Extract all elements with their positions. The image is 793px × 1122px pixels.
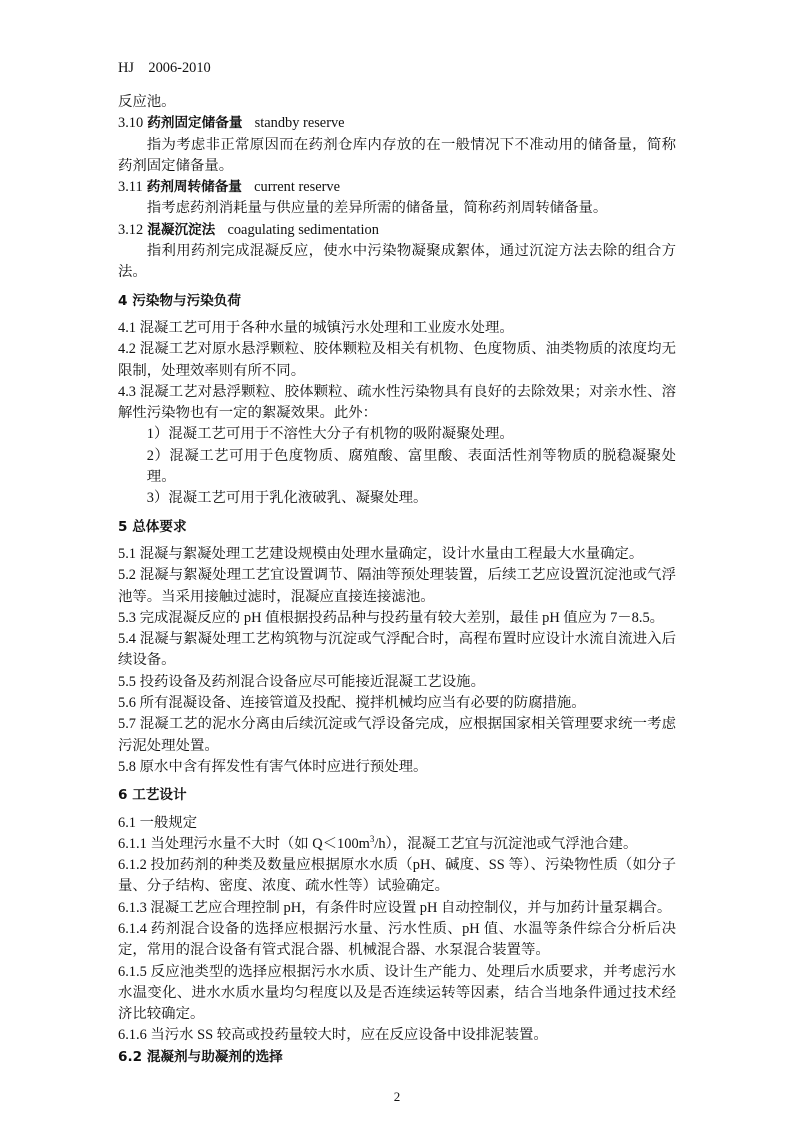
- text: 6.1.1 当处理污水量不大时（如 Q＜100m: [118, 835, 370, 852]
- term-chinese: 药剂固定储备量: [147, 115, 243, 132]
- term-definition: 指为考虑非正常原因而在药剂仓库内存放的在一般情况下不准动用的储备量，简称药剂固定储备量。: [118, 136, 676, 174]
- paragraph: 5.5 投药设备及药剂混合设备应尽可能接近混凝工艺设施。: [118, 673, 485, 690]
- paragraph: 5.1 混凝与絮凝处理工艺建设规模由处理水量确定，设计水量由工程最大水量确定。: [118, 545, 644, 562]
- paragraph: [118, 834, 676, 855]
- term-3-12: [118, 220, 676, 241]
- term-number: 3.10: [118, 115, 144, 132]
- section-heading: 5 总体要求: [118, 518, 187, 535]
- term-number: 3.11: [118, 179, 143, 196]
- list-item: 2）混凝工艺可用于色度物质、腐殖酸、富里酸、表面活性剂等物质的脱稳凝聚处理。: [146, 447, 676, 486]
- paragraph: 6.1.3 混凝工艺应合理控制 pH，有条件时应设置 pH 自动控制仪，并与加药计量泵耦合。: [118, 899, 672, 916]
- document-body: [118, 92, 676, 1106]
- term-definition: 指利用药剂完成混凝反应，使水中污染物凝聚成絮体，通过沉淀方法去除的组合方法。: [118, 243, 676, 281]
- paragraph: 反应池。: [118, 94, 176, 110]
- term-3-11: [118, 177, 676, 198]
- subsection-heading: 6.2 混凝剂与助凝剂的选择: [118, 1048, 283, 1065]
- paragraph: 6.1.2 投加药剂的种类及数量应根据原水水质（pH、碱度、SS 等）、污染物性质（如分子量、分子结构、密度、浓度、疏水性等）试验确定。: [118, 857, 676, 895]
- paragraph: 5.7 混凝工艺的泥水分离由后续沉淀或气浮设备完成，应根据国家相关管理要求统一考虑污泥处理处置。: [118, 716, 676, 754]
- superscript: 3: [369, 834, 375, 844]
- term-chinese: 混凝沉淀法: [147, 221, 216, 238]
- paragraph: 6.1.4 药剂混合设备的选择应根据污水量、污水性质、pH 值、水温等条件综合分析后决定，常用的混合设备有管式混合器、机械混合器、水泵混合装置等。: [118, 920, 676, 959]
- term-english: current reserve: [254, 179, 341, 196]
- page-number: 2: [393, 1089, 401, 1105]
- paragraph: 6.1.5 反应池类型的选择应根据污水水质、设计生产能力、处理后水质要求，并考虑污水水温变化、进水水质水量均匀程度以及是否连续运转等因素，结合当地条件通过技术经济比较确定。: [118, 963, 676, 1023]
- term-number: 3.12: [118, 221, 144, 238]
- paragraph: 5.2 混凝与絮凝处理工艺宜设置调节、隔油等预处理装置，后续工艺应设置沉淀池或气浮池等。当采用接触过滤时，混凝应直接连接滤池。: [118, 567, 676, 605]
- list-item: 3）混凝工艺可用于乳化液破乳、凝聚处理。: [146, 490, 428, 507]
- term-definition: 指考虑药剂消耗量与供应量的差异所需的储备量，简称药剂周转储备量。: [146, 200, 608, 217]
- text: /h），混凝工艺宜与沉淀池或气浮池合建。: [374, 835, 638, 852]
- paragraph: 6.1.6 当污水 SS 较高或投药量较大时，应在反应设备中设排泥装置。: [118, 1027, 548, 1044]
- paragraph: 5.3 完成混凝反应的 pH 值根据投药品种与投药量有较大差别，最佳 pH 值应为 7－8.5。: [118, 609, 665, 626]
- subsection-heading: 6.1 一般规定: [118, 814, 198, 831]
- term-chinese: 药剂周转储备量: [146, 179, 242, 196]
- term-english: coagulating sedimentation: [227, 221, 379, 238]
- paragraph: 5.4 混凝与絮凝处理工艺构筑物与沉淀或气浮配合时，高程布置时应设计水流自流进入后续设备。: [118, 631, 676, 669]
- paragraph: 4.3 混凝工艺对悬浮颗粒、胶体颗粒、疏水性污染物具有良好的去除效果；对亲水性、溶解性污染物也有一定的絮凝效果。此外：: [118, 383, 676, 422]
- paragraph: 5.8 原水中含有挥发性有害气体时应进行预处理。: [118, 758, 428, 775]
- section-heading: 6 工艺设计: [118, 787, 187, 804]
- term-english: standby reserve: [254, 115, 345, 132]
- document-header: HJ 2006-2010: [118, 60, 211, 76]
- list-item: 1）混凝工艺可用于不溶性大分子有机物的吸附凝聚处理。: [146, 426, 514, 443]
- term-3-10: [118, 113, 676, 134]
- paragraph: 5.6 所有混凝设备、连接管道及投配、搅拌机械均应当有必要的防腐措施。: [118, 695, 586, 712]
- paragraph: 4.2 混凝工艺对原水悬浮颗粒、胶体颗粒及相关有机物、色度物质、油类物质的浓度均无限制，处理效率则有所不同。: [118, 341, 676, 379]
- section-heading: 4 污染物与污染负荷: [118, 292, 241, 309]
- paragraph: 4.1 混凝工艺可用于各种水量的城镇污水处理和工业废水处理。: [118, 319, 514, 336]
